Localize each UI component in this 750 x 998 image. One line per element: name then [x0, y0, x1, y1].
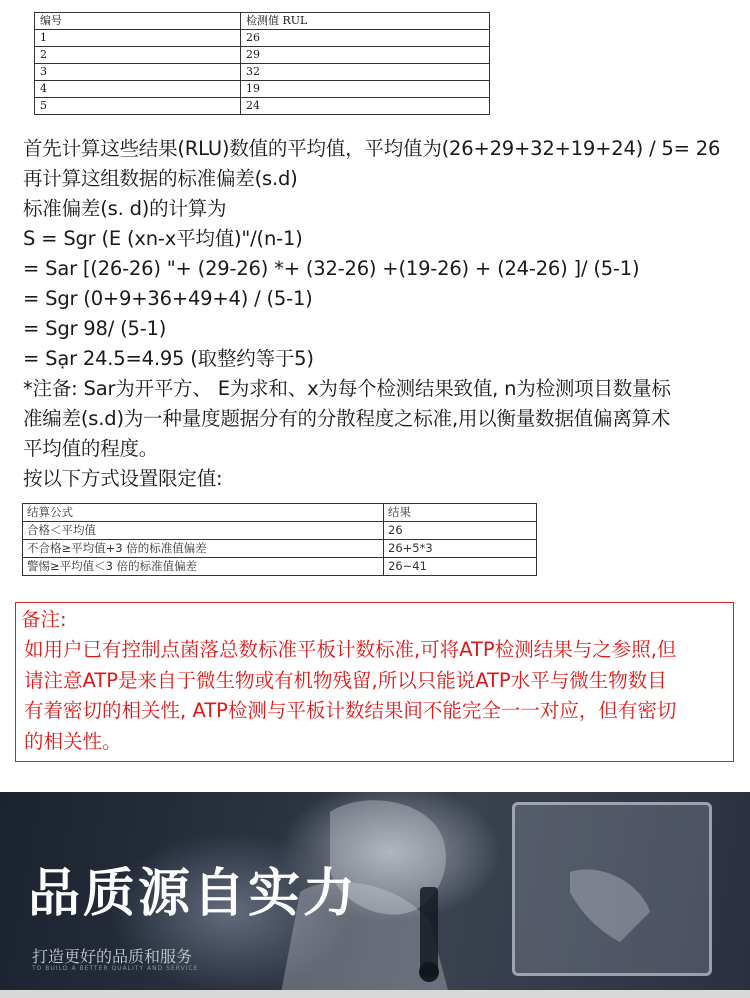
- note-line: 请注意ATP是来自于微生物或有机物残留,所以只能说ATP水平与微生物数目: [24, 668, 667, 692]
- detection-values-table: [34, 12, 490, 115]
- table-cell: 26+5*3: [384, 540, 537, 558]
- note-line: 有着密切的相关性, ATP检测与平板计数结果间不能完全一一对应，但有密切: [24, 699, 677, 722]
- table-cell: 19: [241, 81, 490, 98]
- table-header-row: [23, 504, 537, 522]
- table-cell: 26~41: [384, 558, 537, 576]
- table-cell: 1: [35, 30, 241, 47]
- table-cell: 不合格≥平均值+3 倍的标准值偏差: [23, 540, 384, 558]
- table-row: [23, 558, 537, 576]
- table-row: [35, 98, 490, 115]
- text-line: *注备: Sar为开平方、 E为求和、x为每个检测结果致值, n为检测项目数量标: [23, 377, 671, 400]
- table-row: [23, 522, 537, 540]
- table-cell: 合格＜平均值: [23, 522, 384, 540]
- table-cell: 32: [241, 64, 490, 81]
- quality-banner: [0, 792, 750, 998]
- banner-subtitle-en: TO BUILD A BETTER QUALITY AND SERVICE: [32, 965, 199, 972]
- text-line: = Sạr 24.5=4.95 (取整约等于5): [23, 347, 314, 370]
- table-header-cell: 检测值 RUL: [241, 13, 490, 30]
- photo-frame: [512, 802, 712, 976]
- table-cell: 26: [384, 522, 537, 540]
- text-line: 平均值的程度。: [23, 437, 159, 460]
- table-cell: 24: [241, 98, 490, 115]
- table-header-cell: 结算公式: [23, 504, 384, 522]
- table-cell: 29: [241, 47, 490, 64]
- table-header-cell: 编号: [35, 13, 241, 30]
- table-header-row: [35, 13, 490, 30]
- table-cell: 3: [35, 64, 241, 81]
- banner-subtitle: 打造更好的品质和服务: [32, 947, 193, 966]
- note-line: 如用户已有控制点菌落总数标准平板计数标准,可将ATP检测结果与之参照,但: [24, 638, 677, 661]
- table-cell: 26: [241, 30, 490, 47]
- text-line: 标准偏差(s. d)的计算为: [23, 197, 227, 220]
- table-row: [35, 81, 490, 98]
- banner-title: 品质源自实力: [28, 864, 359, 924]
- table-cell: 2: [35, 47, 241, 64]
- table-row: [35, 64, 490, 81]
- table-header-cell: 结果: [384, 504, 537, 522]
- text-line: S = Sgr (E (xn-x平均值)"/(n-1): [23, 227, 303, 250]
- calculation-text: [23, 134, 738, 494]
- bottom-divider: [0, 990, 750, 998]
- text-line: 再计算这组数据的标准偏差(s.d): [23, 167, 298, 190]
- table-row: [23, 540, 537, 558]
- text-line: 首先计算这些结果(RLU)数值的平均值，平均值为(26+29+32+19+24) / 5= 26: [23, 137, 721, 160]
- text-line: = Sar [(26-26) "+ (29-26) *+ (32-26) +(19-26) + (24-26) ]/ (5-1): [23, 257, 640, 280]
- note-box: [15, 602, 734, 762]
- limit-values-table: [22, 503, 537, 576]
- note-line: 的相关性。: [24, 729, 122, 753]
- table-cell: 警惕≥平均值＜3 倍的标准值偏差: [23, 558, 384, 576]
- table-row: [35, 47, 490, 64]
- table-row: [35, 30, 490, 47]
- table-cell: 4: [35, 81, 241, 98]
- note-title: 备注:: [21, 608, 67, 631]
- text-line: = Sgr 98/ (5-1): [23, 317, 167, 340]
- table-cell: 5: [35, 98, 241, 115]
- note-body: [24, 635, 729, 757]
- text-line: = Sgr (0+9+36+49+4) / (5-1): [23, 287, 313, 310]
- text-line: 准编差(s.d)为一种量度题据分有的分散程度之标准,用以衡量数据值偏离算术: [23, 407, 671, 430]
- text-line: 按以下方式设置限定值:: [23, 467, 223, 490]
